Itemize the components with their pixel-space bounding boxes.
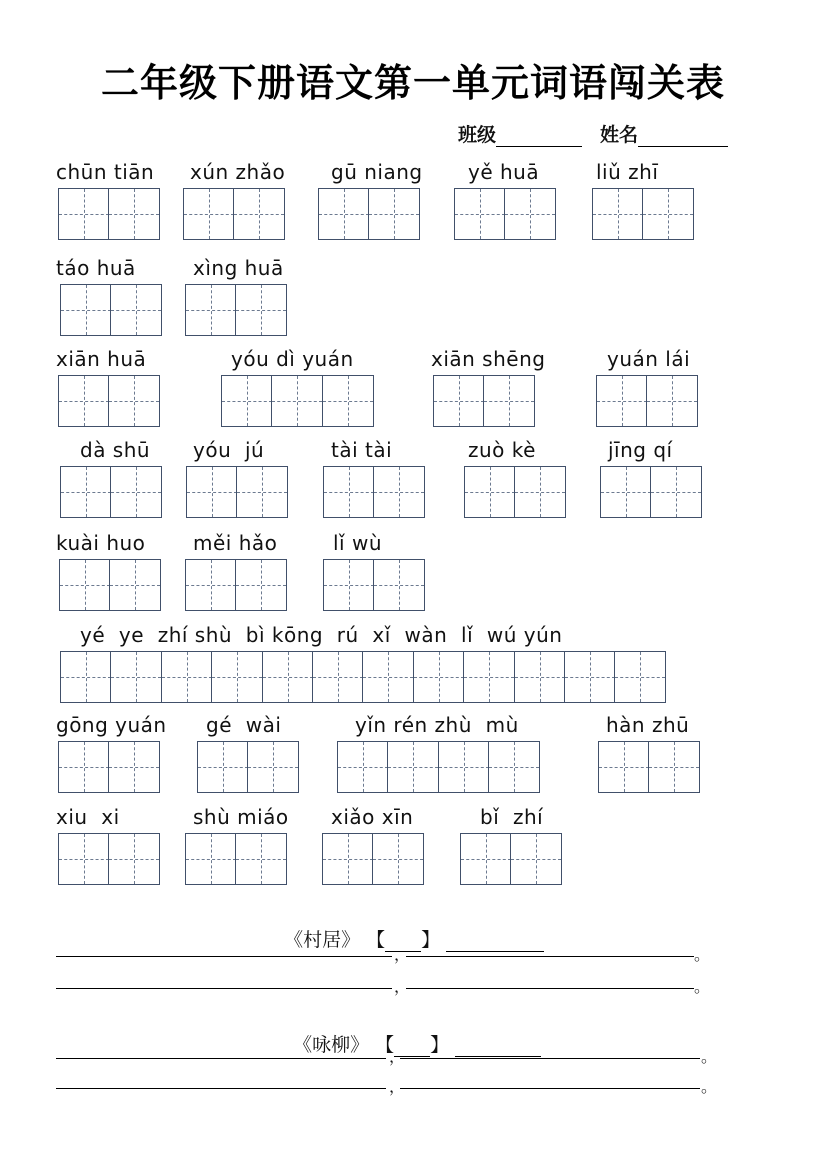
pinyin-label: yóu dì yuán [231,347,354,371]
pinyin-label: chūn tiān [56,160,155,184]
pinyin-label: gōng yuán [56,713,167,737]
tianzige-cell[interactable] [648,741,700,793]
class-input-line[interactable] [496,128,582,147]
pinyin-label: měi hǎo [193,531,278,555]
tianzige-box-group [323,559,424,611]
period: 。 [701,1077,718,1096]
comma: ， [389,1047,406,1066]
tianzige-cell[interactable] [108,833,160,885]
tianzige-box-group [58,741,159,793]
pinyin-label: xiǎo xīn [331,805,414,829]
tianzige-cell[interactable] [373,559,425,611]
tianzige-cell[interactable] [271,375,323,427]
period: 。 [694,977,711,996]
tianzige-box-group [433,375,534,427]
pinyin-label: dà shū [80,438,151,462]
tianzige-cell[interactable] [368,188,420,240]
pinyin-label: tài tài [331,438,393,462]
tianzige-cell[interactable] [60,284,112,336]
tianzige-cell[interactable] [161,651,213,703]
poem-title-cunju: 《村居》 【 】 [272,903,544,952]
tianzige-cell[interactable] [413,651,465,703]
tianzige-box-group [59,559,160,611]
tianzige-box-group [60,466,161,518]
tianzige-box-group [60,651,665,703]
tianzige-cell[interactable] [372,833,424,885]
tianzige-box-group [600,466,701,518]
comma: ， [389,1077,406,1096]
tianzige-box-group [185,284,286,336]
class-name-fields [458,120,728,147]
tianzige-cell[interactable] [59,559,111,611]
poem-line-blank[interactable] [56,988,392,989]
tianzige-box-group [454,188,555,240]
tianzige-box-group [185,559,286,611]
tianzige-box-group [337,741,539,793]
tianzige-cell[interactable] [362,651,414,703]
tianzige-box-group [592,188,693,240]
pinyin-label: táo huā [56,256,136,280]
name-input-line[interactable] [638,128,728,147]
poem-name: 《村居》 [284,929,361,951]
tianzige-box-group [322,833,423,885]
tianzige-cell[interactable] [185,284,237,336]
pinyin-label: xìng huā [193,256,284,280]
tianzige-cell[interactable] [592,188,644,240]
tianzige-cell[interactable] [211,651,263,703]
tianzige-cell[interactable] [483,375,535,427]
tianzige-box-group [185,833,286,885]
tianzige-cell[interactable] [337,741,389,793]
name-label: 姓名 [600,124,639,146]
pinyin-label: xiu xi [56,805,120,829]
tianzige-cell[interactable] [58,833,110,885]
class-label: 班级 [458,124,497,146]
tianzige-cell[interactable] [233,188,285,240]
tianzige-cell[interactable] [110,651,162,703]
tianzige-cell[interactable] [108,741,160,793]
author-name-blank[interactable] [455,1038,541,1057]
poem-line-blank[interactable] [406,956,694,957]
tianzige-cell[interactable] [322,833,374,885]
pinyin-label: shù miáo [193,805,289,829]
tianzige-cell[interactable] [650,466,702,518]
tianzige-cell[interactable] [312,651,364,703]
tianzige-cell[interactable] [186,466,238,518]
tianzige-cell[interactable] [464,466,516,518]
tianzige-box-group [464,466,565,518]
tianzige-cell[interactable] [504,188,556,240]
tianzige-cell[interactable] [110,466,162,518]
tianzige-cell[interactable] [318,188,370,240]
tianzige-box-group [318,188,419,240]
author-name-blank[interactable] [446,933,544,952]
tianzige-cell[interactable] [514,466,566,518]
tianzige-cell[interactable] [108,375,160,427]
tianzige-cell[interactable] [183,188,235,240]
page-title: 二年级下册语文第一单元词语闯关表 [100,61,725,105]
tianzige-cell[interactable] [510,833,562,885]
tianzige-cell[interactable] [235,559,287,611]
tianzige-cell[interactable] [600,466,652,518]
pinyin-label: kuài huo [56,531,146,555]
pinyin-label: gé wài [206,713,282,737]
period: 。 [694,945,711,964]
poem-line-blank[interactable] [56,956,392,957]
tianzige-cell[interactable] [460,833,512,885]
pinyin-label: liǔ zhī [596,160,659,184]
tianzige-cell[interactable] [58,375,110,427]
tianzige-cell[interactable] [454,188,506,240]
pinyin-label: xiān huā [56,347,147,371]
pinyin-label: jīng qí [608,438,673,462]
tianzige-box-group [598,741,699,793]
tianzige-cell[interactable] [564,651,616,703]
tianzige-cell[interactable] [323,466,375,518]
pinyin-label: hàn zhū [606,713,690,737]
tianzige-cell[interactable] [247,741,299,793]
tianzige-cell[interactable] [614,651,666,703]
tianzige-cell[interactable] [235,284,287,336]
tianzige-cell[interactable] [58,741,110,793]
tianzige-box-group [323,466,424,518]
tianzige-box-group [186,466,287,518]
tianzige-box-group [221,375,372,427]
poem-line-blank[interactable] [406,988,694,989]
tianzige-cell[interactable] [262,651,314,703]
pinyin-label: yé ye zhí shù bì kōng rú xǐ wàn lǐ wú yún [80,623,563,647]
tianzige-cell[interactable] [642,188,694,240]
tianzige-cell[interactable] [387,741,439,793]
tianzige-cell[interactable] [596,375,648,427]
tianzige-cell[interactable] [221,375,273,427]
pinyin-label: yóu jú [193,438,265,462]
tianzige-cell[interactable] [110,284,162,336]
tianzige-cell[interactable] [433,375,485,427]
tianzige-cell[interactable] [373,466,425,518]
tianzige-cell[interactable] [60,651,112,703]
pinyin-label: lǐ wù [333,531,383,555]
comma: ， [394,945,411,964]
tianzige-cell[interactable] [598,741,650,793]
pinyin-label: yě huā [468,160,540,184]
pinyin-label: xiān shēng [431,347,546,371]
tianzige-cell[interactable] [109,559,161,611]
tianzige-box-group [197,741,298,793]
tianzige-cell[interactable] [514,651,566,703]
tianzige-box-group [460,833,561,885]
pinyin-label: gū niang [331,160,423,184]
poem-line-blank[interactable] [56,1088,386,1089]
tianzige-cell[interactable] [60,466,112,518]
period: 。 [701,1047,718,1066]
tianzige-cell[interactable] [197,741,249,793]
tianzige-cell[interactable] [646,375,698,427]
tianzige-cell[interactable] [323,559,375,611]
pinyin-label: yǐn rén zhù mù [355,713,519,737]
poem-title-yongliu: 《咏柳》 【 】 [281,1008,541,1057]
poem-line-blank[interactable] [400,1058,700,1059]
pinyin-label: zuò kè [468,438,536,462]
tianzige-cell[interactable] [185,559,237,611]
tianzige-box-group [596,375,697,427]
tianzige-box-group [183,188,284,240]
tianzige-box-group [58,188,159,240]
tianzige-cell[interactable] [58,188,110,240]
pinyin-label: yuán lái [607,347,691,371]
tianzige-cell[interactable] [438,741,490,793]
tianzige-cell[interactable] [108,188,160,240]
poem-line-blank[interactable] [56,1058,386,1059]
tianzige-cell[interactable] [322,375,374,427]
tianzige-box-group [60,284,161,336]
tianzige-box-group [58,375,159,427]
comma: ， [394,977,411,996]
tianzige-cell[interactable] [488,741,540,793]
tianzige-cell[interactable] [235,833,287,885]
tianzige-cell[interactable] [185,833,237,885]
tianzige-box-group [58,833,159,885]
pinyin-label: xún zhǎo [190,160,286,184]
pinyin-label: bǐ zhí [480,805,544,829]
tianzige-cell[interactable] [463,651,515,703]
poem-name: 《咏柳》 [293,1034,370,1056]
tianzige-cell[interactable] [236,466,288,518]
poem-line-blank[interactable] [400,1088,700,1089]
